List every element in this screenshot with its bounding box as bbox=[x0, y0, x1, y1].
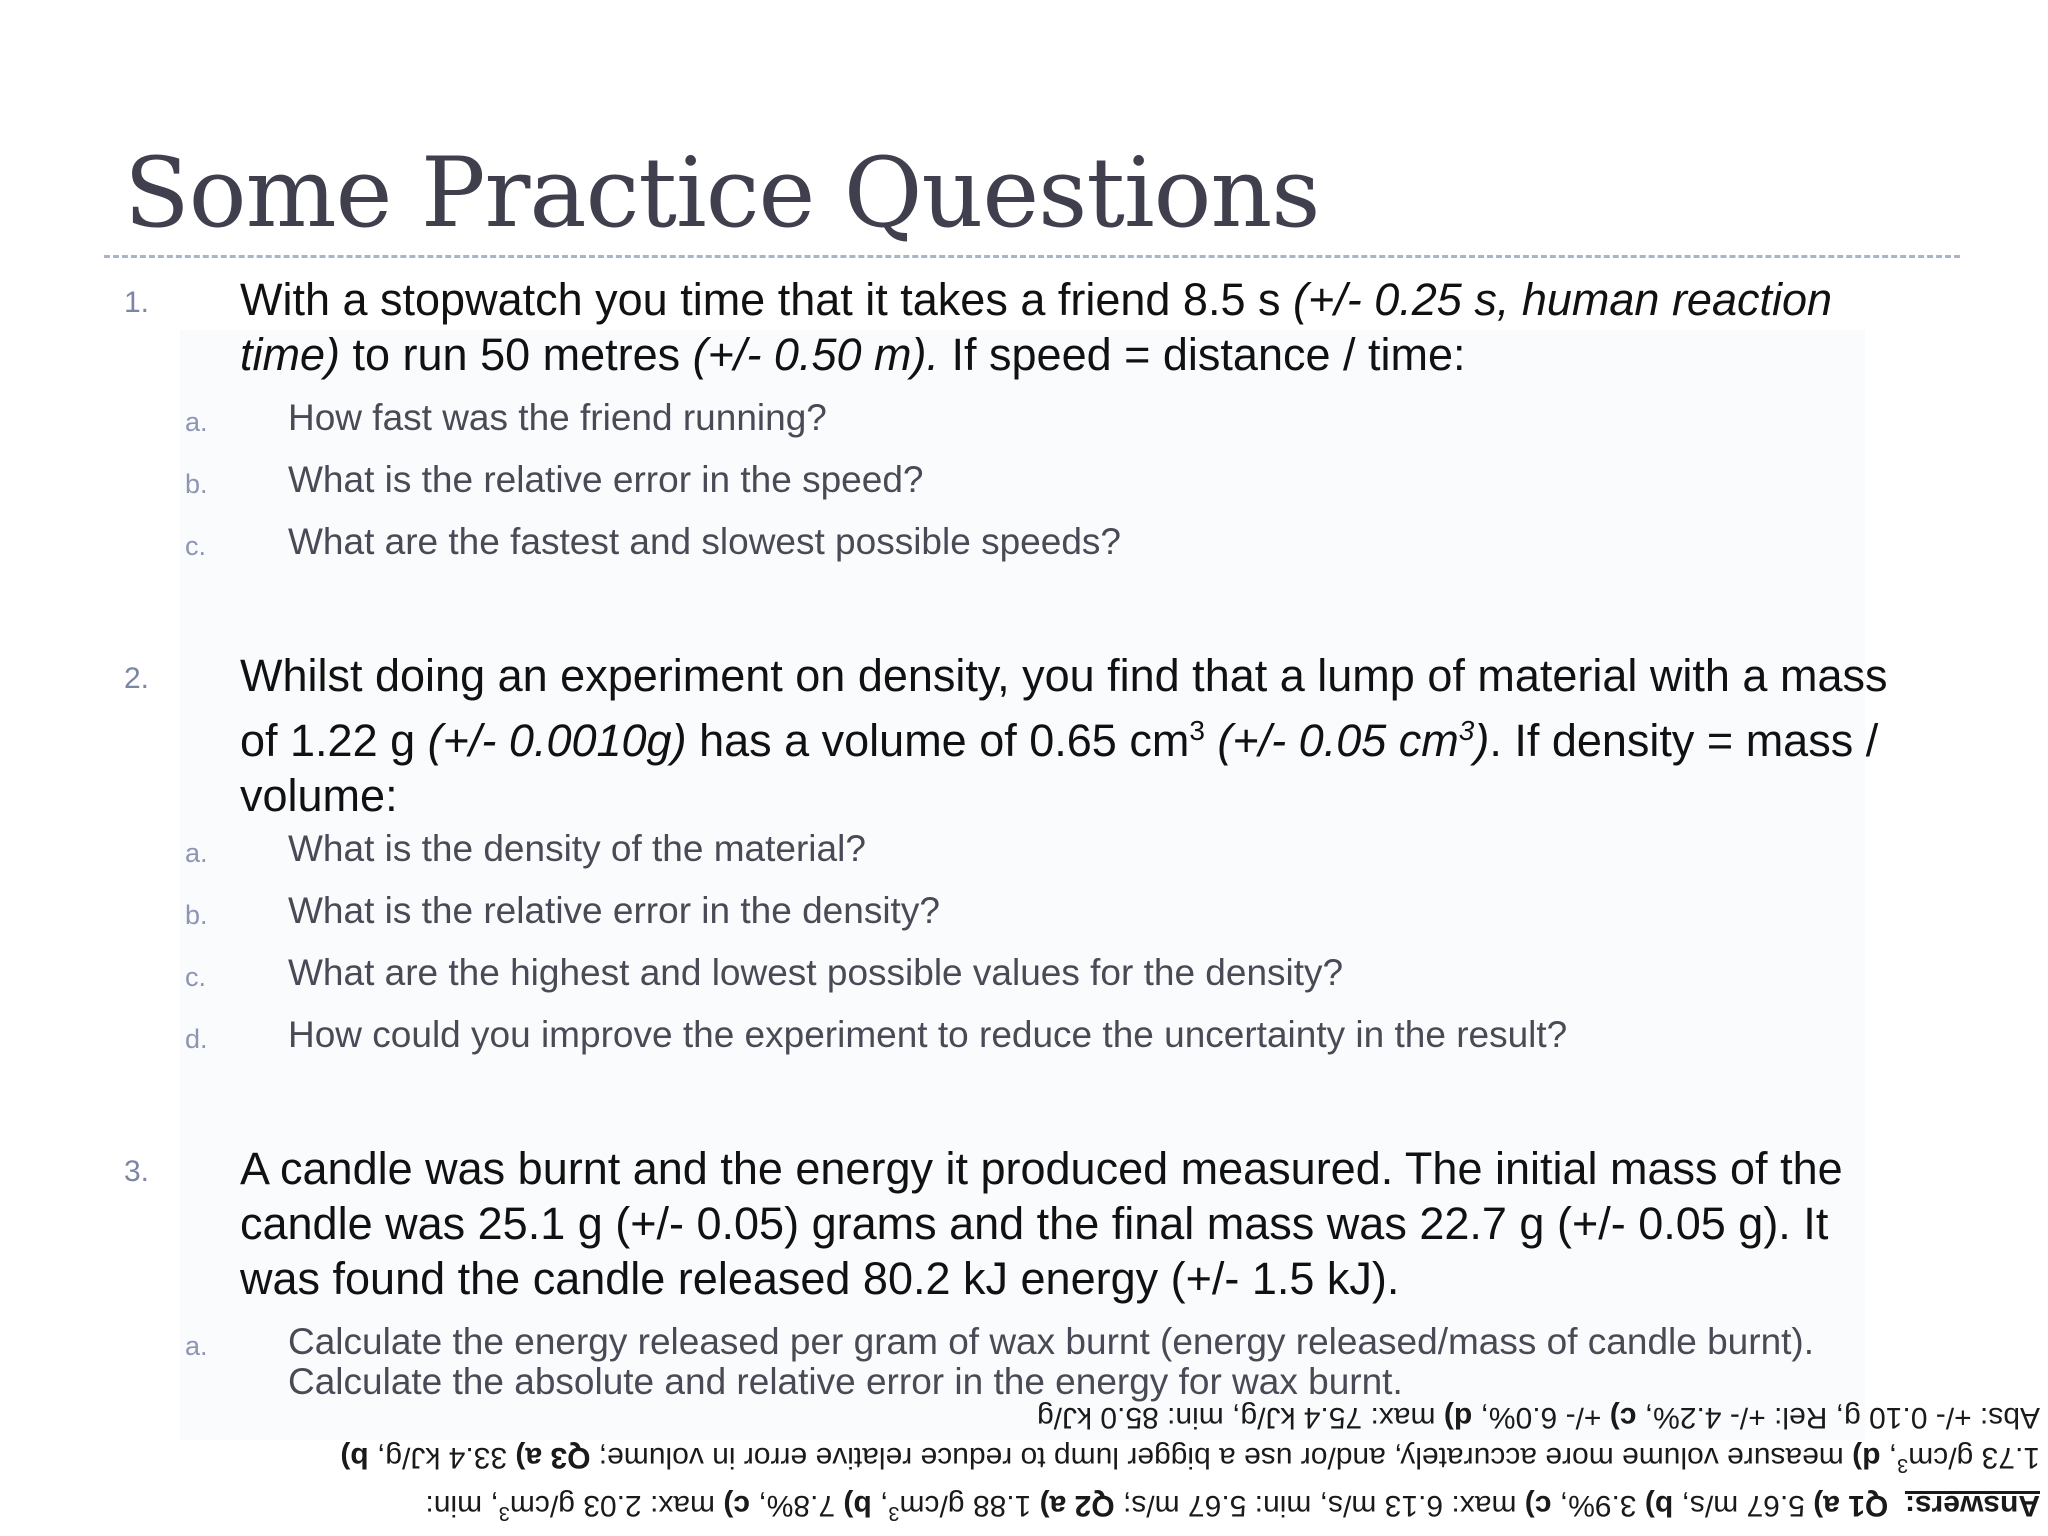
answer-value: 5.67 m/s, bbox=[1673, 1489, 1814, 1522]
subquestion-letter: a. bbox=[185, 407, 208, 437]
answer-key: Q3 a) bbox=[515, 1441, 591, 1474]
q2-cubed-superscript: 3 bbox=[1189, 715, 1205, 746]
subquestion-text: How fast was the friend running? bbox=[288, 397, 827, 438]
answer-key: c) bbox=[1524, 1489, 1552, 1522]
cut-off-subquestion: Calculate the absolute and relative error in the energy for wax burnt. bbox=[288, 1361, 1403, 1402]
answers-upside-down bbox=[60, 1401, 2040, 1533]
question-2-text bbox=[240, 648, 1950, 823]
answer-value: max: 6.13 m/s, min: 5.67 m/s; bbox=[1114, 1489, 1525, 1522]
question-1-line-2 bbox=[240, 327, 1950, 382]
question-3-text bbox=[240, 1141, 1950, 1306]
subquestion-text: How could you improve the experiment to reduce the uncertainty in the result? bbox=[288, 1014, 1568, 1055]
answer-value: measure volume more accurately, and/or use a bigger lump to reduce relative error in volume; bbox=[590, 1441, 1853, 1474]
question-3-line-1: A candle was burnt and the energy it produced measured. The initial mass of the bbox=[240, 1143, 1843, 1194]
answer-key: d) bbox=[1443, 1401, 1473, 1434]
q2-cubed-superscript: 3 bbox=[1458, 715, 1475, 746]
q2-formula-text: . If density = mass / bbox=[1489, 715, 1879, 766]
subquestion-letter: b. bbox=[185, 900, 208, 930]
answer-value: 1.88 g/cm bbox=[899, 1489, 1040, 1522]
answer-key: c) bbox=[1609, 1401, 1637, 1434]
answer-value: , min: bbox=[425, 1489, 499, 1522]
q2-uncertainty-close: ) bbox=[1474, 715, 1490, 766]
q2-volume-text: has a volume of 0.65 cm bbox=[686, 715, 1190, 766]
question-number: 1. bbox=[124, 286, 150, 319]
subquestion-letter: d. bbox=[185, 1024, 208, 1054]
q1-distance-text: to run 50 metres bbox=[340, 329, 693, 380]
answer-key: c) bbox=[723, 1489, 751, 1522]
answers-label: Answers: bbox=[1904, 1489, 2040, 1522]
subquestion-text: What are the highest and lowest possible values for the density? bbox=[288, 952, 1344, 993]
question-number: 2. bbox=[124, 662, 150, 695]
question-1-line-1 bbox=[240, 272, 1950, 327]
answers-line-1 bbox=[60, 1485, 2040, 1533]
title-divider bbox=[104, 255, 1960, 258]
answer-superscript: 3 bbox=[888, 1502, 900, 1524]
answer-value: , bbox=[1880, 1441, 1898, 1474]
subquestion-letter: c. bbox=[185, 531, 207, 561]
answer-key: d) bbox=[1852, 1441, 1881, 1474]
subquestion-letter: a. bbox=[185, 1331, 208, 1361]
answer-key: b) bbox=[843, 1489, 872, 1522]
question-2-line-3: volume: bbox=[240, 770, 398, 821]
q1-stopwatch-text: With a stopwatch you time that it takes a friend 8.5 s bbox=[240, 274, 1293, 325]
answer-value: , bbox=[871, 1489, 889, 1522]
q1-uncertainty-distance: (+/- 0.50 m). bbox=[692, 329, 939, 380]
question-2-line-1: Whilst doing an experiment on density, you find that a lump of material with a mass bbox=[240, 650, 1888, 701]
q2-uncertainty-volume: (+/- 0.05 cm bbox=[1204, 715, 1459, 766]
question-number: 3. bbox=[124, 1155, 150, 1188]
q2-uncertainty-mass: (+/- 0.0010g) bbox=[427, 715, 687, 766]
answer-value: +/- 6.0%, bbox=[1472, 1401, 1610, 1434]
answers-line-3 bbox=[60, 1397, 2040, 1437]
question-1-text bbox=[240, 272, 1950, 382]
answer-value: 7.8%, bbox=[750, 1489, 844, 1522]
answer-key: b) bbox=[340, 1441, 369, 1474]
answer-value: 33.4 kJ/g, bbox=[368, 1441, 516, 1474]
subquestion-text: Calculate the energy released per gram of wax burnt (energy released/mass of candle burnt). bbox=[288, 1321, 1815, 1362]
question-3-line-3: was found the candle released 80.2 kJ energy (+/- 1.5 kJ). bbox=[240, 1253, 1400, 1304]
subquestion-text: What is the relative error in the speed? bbox=[288, 459, 924, 500]
answer-value: max: 2.03 g/cm bbox=[509, 1489, 724, 1522]
q2-mass-text: of 1.22 g bbox=[240, 715, 428, 766]
subquestion-text: What is the relative error in the density? bbox=[288, 890, 940, 931]
answer-key: Q1 a) bbox=[1813, 1489, 1889, 1522]
q1-time-close: time) bbox=[240, 329, 340, 380]
answers-line-2 bbox=[60, 1437, 2040, 1485]
answer-key: b) bbox=[1644, 1489, 1674, 1522]
question-2-line-2 bbox=[240, 703, 1950, 768]
answer-value: 1.73 g/cm bbox=[1908, 1441, 2040, 1474]
subquestion-letter: a. bbox=[185, 838, 208, 868]
q1-uncertainty-time: (+/- 0.25 s, human reaction bbox=[1293, 274, 1833, 325]
answer-key: Q2 a) bbox=[1039, 1489, 1115, 1522]
answer-value: 3.9%, bbox=[1551, 1489, 1645, 1522]
page-title: Some Practice Questions bbox=[124, 137, 1320, 249]
answer-value: Abs: +/- 0.10 g, Rel: +/- 4.2%, bbox=[1636, 1401, 2040, 1434]
q1-formula-text: If speed = distance / time: bbox=[939, 329, 1466, 380]
subquestion-text: What are the fastest and slowest possible speeds? bbox=[288, 521, 1121, 562]
answer-superscript: 3 bbox=[498, 1502, 510, 1524]
answer-value: max: 75.4 kJ/g, min: 85.0 kJ/g bbox=[1037, 1401, 1444, 1434]
answer-superscript: 3 bbox=[1897, 1454, 1909, 1476]
subquestion-text: What is the density of the material? bbox=[288, 828, 866, 869]
subquestion-letter: c. bbox=[185, 962, 207, 992]
subquestion-letter: b. bbox=[185, 469, 208, 499]
question-3-line-2: candle was 25.1 g (+/- 0.05) grams and the final mass was 22.7 g (+/- 0.05 g). It bbox=[240, 1198, 1829, 1249]
